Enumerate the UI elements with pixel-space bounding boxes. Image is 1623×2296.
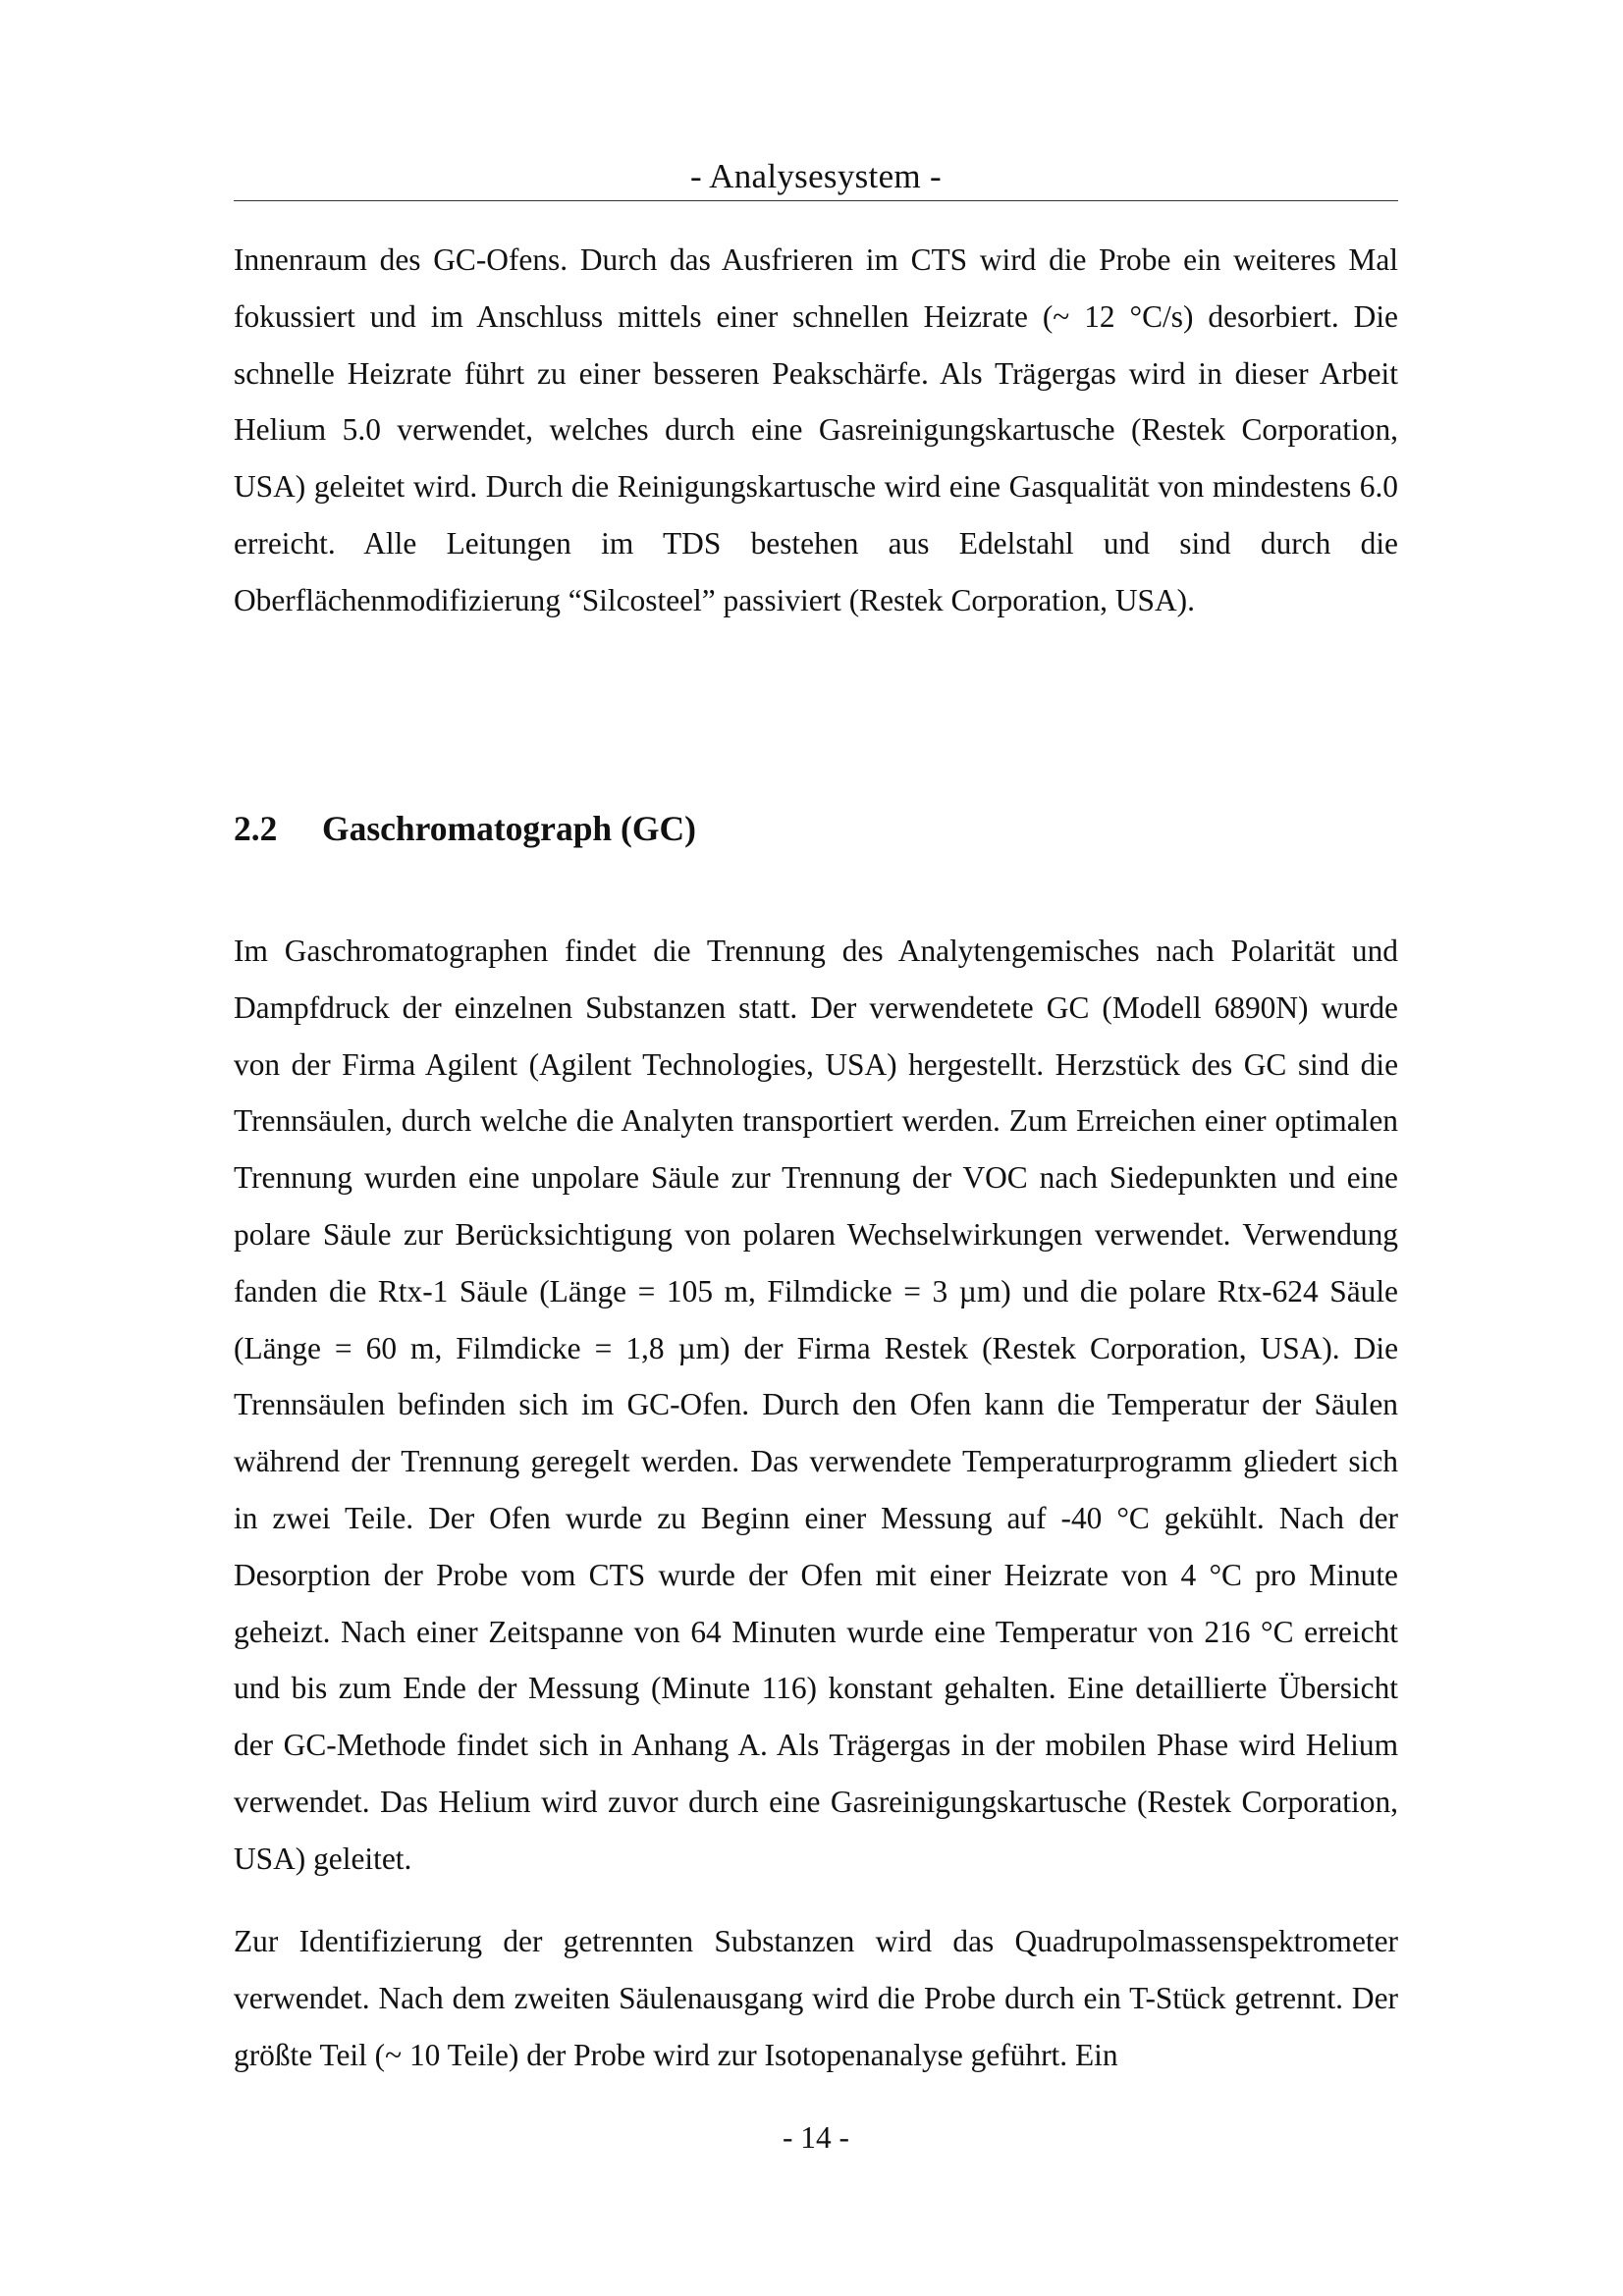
page-number: - 14 -	[783, 2120, 849, 2155]
running-header: - Analysesystem -	[234, 153, 1398, 201]
paragraph-tds-continuation: Innenraum des GC-Ofens. Durch das Ausfrieren im CTS wird die Probe ein weiteres Mal fokussiert und im Anschluss mittels einer schnellen Heizrate (~ 12 °C/s) desorbiert. Die schnelle Heizrate führt zu einer besseren Peakschärfe. Als Trägergas wird in dieser Arbeit Helium 5.0 verwendet, welches durch eine Gasreinigungskartusche (Restek Corporation, USA) geleitet wird. Durch die Reinigungskartusche wird eine Gasqualität von mindestens 6.0 erreicht. Alle Leitungen im TDS bestehen aus Edelstahl und sind durch die Oberflächenmodifizierung “Silcosteel” passiviert (Restek Corporation, USA).	[234, 242, 1398, 617]
paragraph-ms-identification: Zur Identifizierung der getrennten Substanzen wird das Quadrupolmassenspektrometer verwendet. Nach dem zweiten Säulenausgang wird die Probe durch ein T-Stück getrennt. Der größte Teil (~ 10 Teile) der Probe wird zur Isotopenanalyse geführt. Ein	[234, 1924, 1398, 2072]
section-number: 2.2	[234, 809, 278, 848]
document-page	[234, 0, 1398, 2296]
section-heading	[234, 801, 1398, 856]
paragraph-gc-description: Im Gaschromatographen findet die Trennung des Analytengemisches nach Polarität und Dampfdruck der einzelnen Substanzen statt. Der verwendetete GC (Modell 6890N) wurde von der Firma Agilent (Agilent Technologies, USA) hergestellt. Herzstück des GC sind die Trennsäulen, durch welche die Analyten transportiert werden. Zum Erreichen einer optimalen Trennung wurden eine unpolare Säule zur Trennung der VOC nach Siedepunkten und eine polare Säule zur Berücksichtigung von polaren Wechselwirkungen verwendet. Verwendung fanden die Rtx-1 Säule (Länge = 105 m, Filmdicke = 3 µm) und die polare Rtx-624 Säule (Länge = 60 m, Filmdicke = 1,8 µm) der Firma Restek (Restek Corporation, USA). Die Trennsäulen befinden sich im GC-Ofen. Durch den Ofen kann die Temperatur der Säulen während der Trennung geregelt werden. Das verwendete Temperaturprogramm gliedert sich in zwei Teile. Der Ofen wurde zu Beginn einer Messung auf -40 °C gekühlt. Nach der Desorption der Probe vom CTS wurde der Ofen mit einer Heizrate von 4 °C pro Minute geheizt. Nach einer Zeitspanne von 64 Minuten wurde eine Temperatur von 216 °C erreicht und bis zum Ende der Messung (Minute 116) konstant gehalten. Eine detaillierte Übersicht der GC-Methode findet sich in Anhang A. Als Trägergas in der mobilen Phase wird Helium verwendet. Das Helium wird zuvor durch eine Gasreinigungskartusche (Restek Corporation, USA) geleitet.	[234, 934, 1398, 1876]
section-title: Gaschromatograph (GC)	[322, 809, 696, 848]
